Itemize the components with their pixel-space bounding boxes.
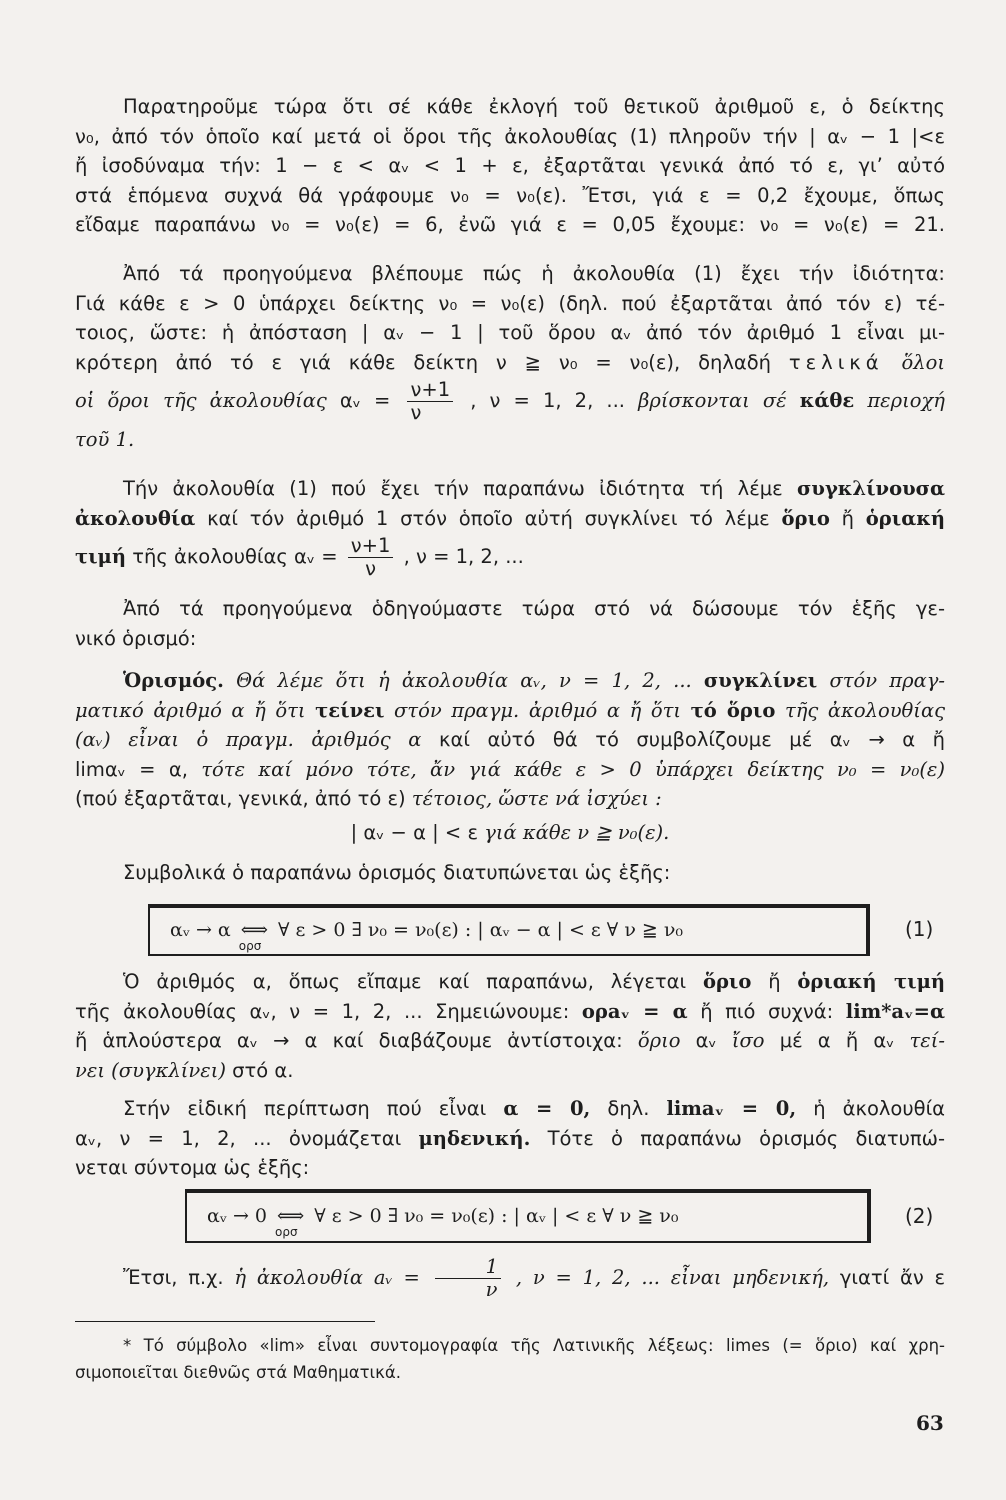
bold-text: ὅριο — [702, 970, 752, 993]
italic-text: βρίσκονται σέ — [638, 389, 787, 412]
italic-text: γιά κάθε ν ≧ ν₀(ε). — [484, 820, 670, 844]
italic-text: οἱ ὅροι τῆς ἀκολουθίας — [75, 389, 327, 412]
text-segment: Ὁ ἀριθμός α, ὅπως εἴπαμε καί παραπάνω, λέγεται — [123, 970, 687, 993]
fraction-denominator: ν — [485, 1278, 498, 1301]
arrow-symbol: ⟺ — [277, 1205, 305, 1227]
fraction-numerator: ν+1 — [348, 535, 394, 558]
bold-text: τείνει — [315, 698, 385, 722]
bold-text: α = 0, — [503, 1097, 591, 1120]
text-line — [75, 1056, 945, 1086]
italic-text: στόν πραγμ. ἀριθμό α ἤ ὅτι — [394, 698, 682, 722]
italic-text: στόν πραγ- — [829, 669, 946, 692]
italic-text: , ν = 1, 2, ... εἶναι μηδενική, — [515, 1266, 830, 1289]
italic-text: τῆς ἀκολουθίας — [784, 698, 946, 722]
footnote — [75, 1332, 945, 1386]
text-line: ἤ ἰσοδύναμα τήν: 1 − ε < αᵥ < 1 + ε, ἐξαρτᾶται γενικά ἀπό τό ε, γι’ αὐτό — [75, 154, 945, 177]
text-line — [75, 348, 945, 378]
paragraph-3 — [75, 474, 945, 581]
text-segment: , ν = 1, 2, ... — [403, 545, 524, 568]
formula-rhs: ∀ ε > 0 ∃ ν₀ = ν₀(ε) : | αᵥ | < ε ∀ ν ≧ ν₀ — [314, 1205, 679, 1227]
text-line: τοιος, ὥστε: ἡ ἀπόσταση | αᵥ − 1 | τοῦ ὅρου αᵥ ἀπό τόν ἀριθμό 1 εἶναι μι- — [75, 321, 945, 344]
text-line — [75, 474, 945, 504]
text-line: ν₀, ἀπό τόν ὁποῖο καί μετά οἱ ὅροι τῆς ἀκολουθίας (1) πληροῦν τήν | αᵥ − 1 |<ε — [75, 124, 945, 148]
text-line: νικό ὁρισμό: — [75, 626, 197, 650]
text-segment: τῆς ἀκολουθίας αᵥ = — [132, 545, 338, 568]
paragraph-4 — [75, 594, 945, 653]
italic-text: (αᵥ) εἶναι ὁ πραγμ. ἀριθμός α — [75, 728, 422, 751]
text-line: στά ἑπόμενα συχνά θά γράφουμε ν₀ = ν₀(ε). Ἔτσι, γιά ε = 0,2 ἔχουμε, ὅπως — [75, 183, 945, 207]
bold-text: ορaᵥ = α — [581, 999, 688, 1023]
formula-lhs: αᵥ → α — [170, 919, 231, 941]
text-line — [75, 784, 945, 814]
bold-text: συγκλίνει — [703, 669, 818, 692]
text-segment: καί τόν ἀριθμό 1 στόν ὁποῖο αὐτή συγκλίνει τό λέμε — [207, 506, 770, 530]
text-line — [75, 1094, 945, 1124]
text-line: εἴδαμε παραπάνω ν₀ = ν₀(ε) = 6, ἐνῶ γιά ε = 0,05 ἔχουμε: ν₀ = ν₀(ε) = 21. — [75, 213, 945, 236]
paragraph-6 — [75, 967, 945, 1085]
italic-text: νει (συγκλίνει) — [75, 1058, 226, 1082]
definition-block — [75, 666, 945, 847]
italic-text: ἡ ἀκολουθία aᵥ = — [234, 1266, 420, 1289]
sequence-term: αᵥ = — [339, 389, 391, 412]
arrow-symbol: ⟺ — [240, 919, 268, 941]
text-segment: στό α. — [232, 1058, 294, 1082]
text-line: Γιά κάθε ε > 0 ὑπάρχει δείκτης ν₀ = ν₀(ε) (δηλ. πού ἐξαρτᾶται ἀπό τόν ε) τέ- — [75, 291, 945, 315]
text-segment: Τότε ὁ παραπάνω ὁρισμός διατυπώ- — [547, 1126, 945, 1150]
paragraph-7 — [75, 1094, 945, 1183]
equivalence-arrow — [275, 1205, 305, 1239]
paragraph-8 — [75, 1254, 945, 1302]
text-line — [75, 1124, 945, 1154]
bold-text: τό ὅριο — [690, 698, 776, 722]
text-segment: κρότερη ἀπό τό ε γιά κάθε δείκτη ν ≧ ν₀ = ν₀(ε), δηλαδή — [75, 350, 772, 374]
fraction — [435, 1256, 501, 1301]
text-line — [75, 696, 945, 726]
text-segment: αᵥ — [695, 1029, 717, 1052]
text-line — [75, 504, 945, 534]
bold-text: ἀκολουθία — [75, 506, 196, 530]
footnote-rule — [75, 1321, 375, 1322]
bold-text: μηδενική. — [418, 1126, 531, 1150]
bold-text: τιμή — [75, 545, 127, 568]
formula-rhs: ∀ ε > 0 ∃ ν₀ = ν₀(ε) : | αᵥ − α | < ε ∀ ν ≧ ν₀ — [278, 919, 684, 941]
fraction-numerator: 1 — [435, 1256, 501, 1279]
italic-text: περιοχή — [867, 389, 945, 412]
text-segment: γιατί ἄν ε — [839, 1266, 946, 1289]
paragraph-1 — [75, 92, 945, 240]
text-segment: τῆς ἀκολουθίας αᵥ, ν = 1, 2, ... Σημειώνουμε: — [75, 999, 570, 1023]
text-line — [75, 1254, 945, 1302]
bold-text: ὅριο — [781, 506, 830, 530]
bold-text: limaᵥ = 0, — [666, 1097, 797, 1120]
formula-box-2 — [185, 1189, 871, 1243]
equation-number: (2) — [905, 1204, 934, 1228]
text-segment: Στήν εἰδική περίπτωση πού εἶναι — [123, 1097, 487, 1120]
formula-box-1 — [148, 904, 870, 956]
text-segment: Τήν ἀκολουθία (1) πού ἔχει τήν παραπάνω ἰδιότητα τή λέμε — [123, 477, 783, 500]
italic-text: τότε καί μόνο τότε, ἄν γιά κάθε ε > 0 ὑπάρχει δείκτης ν₀ = ν₀(ε) — [201, 757, 945, 781]
text-line — [75, 377, 945, 425]
text-segment: limαᵥ = α, — [75, 757, 188, 781]
fraction-denominator: ν — [365, 557, 377, 580]
italic-text: τοῦ 1. — [75, 428, 135, 451]
fraction — [407, 379, 453, 424]
equation-number: (1) — [905, 917, 934, 941]
text-line — [75, 967, 945, 997]
emphasis-spaced: τελικά — [788, 350, 884, 374]
definition-label: Ὁρισμός. — [123, 669, 224, 692]
text-line: Ἀπό τά προηγούμενα ὁδηγούμαστε τώρα στό νά δώσουμε τόν ἑξῆς γε- — [123, 597, 945, 620]
text-line — [75, 755, 945, 785]
fraction-denominator: ν — [410, 401, 422, 424]
text-line — [75, 997, 945, 1027]
fraction-numerator: ν+1 — [407, 379, 453, 402]
bold-text: κάθε — [799, 389, 855, 412]
text-line: νεται σύντομα ὡς ἑξῆς: — [75, 1156, 310, 1179]
bold-text: συγκλίνουσα — [797, 477, 945, 500]
italic-text: τεί- — [909, 1029, 945, 1052]
text-segment: , ν = 1, 2, ... — [470, 389, 625, 412]
text-segment: ἤ πιό συχνά: — [700, 999, 834, 1023]
text-line — [75, 1026, 945, 1056]
italic-text: ὅριο — [637, 1029, 681, 1052]
text-line: Ἀπό τά προηγούμενα βλέπουμε πώς ἡ ἀκολουθία (1) ἔχει τήν ἰδιότητα: — [123, 262, 945, 285]
italic-text: ἴσο — [731, 1029, 765, 1052]
text-segment: μέ α ἤ αᵥ — [779, 1029, 895, 1052]
text-segment: (πού ἐξαρτᾶται, γενικά, ἀπό τό ε) — [75, 787, 406, 810]
text-segment: δηλ. — [607, 1097, 650, 1120]
bold-text: lim*aᵥ=α — [845, 999, 945, 1023]
italic-text: ματικό ἀριθμό α ἤ ὅτι — [75, 698, 306, 722]
text-line: Παρατηροῦμε τώρα ὅτι σέ κάθε ἐκλογή τοῦ θετικοῦ ἀριθμοῦ ε, ὁ δείκτης — [123, 95, 945, 118]
text-segment: ἤ — [768, 970, 781, 993]
text-line: Συμβολικά ὁ παραπάνω ὁρισμός διατυπώνεται ὡς ἑξῆς: — [123, 861, 671, 884]
text-segment: καί αὐτό θά τό συμβολίζουμε μέ αᵥ → α ἤ — [439, 728, 946, 751]
paragraph-2 — [75, 259, 945, 455]
text-line — [75, 666, 945, 696]
bold-text: ὁριακή τιμή — [797, 970, 946, 993]
text-segment: ἡ ἀκολουθία — [813, 1097, 946, 1120]
text-segment: Ἔτσι, π.χ. — [123, 1266, 224, 1289]
equivalence-arrow — [238, 919, 268, 953]
italic-text: Θά λέμε ὅτι ἡ ἀκολουθία αᵥ, ν = 1, 2, ... — [236, 669, 692, 692]
formula-lhs: αᵥ → 0 — [207, 1205, 267, 1227]
page-number: 63 — [916, 1411, 944, 1435]
bold-text: ὁριακή — [865, 506, 946, 530]
text-segment: | αᵥ − α | < ε — [350, 820, 478, 844]
arrow-subscript: ορσ — [275, 1225, 298, 1239]
text-segment: ἤ — [841, 506, 855, 530]
text-line — [75, 425, 945, 455]
definition-inequality — [75, 818, 945, 848]
arrow-subscript: ορσ — [238, 939, 262, 953]
text-line — [75, 725, 945, 755]
text-line — [75, 533, 945, 581]
text-segment: ἤ ἁπλούστερα αᵥ → α καί διαβάζουμε ἀντίστοιχα: — [75, 1029, 623, 1052]
italic-text: ὅλοι — [901, 350, 945, 374]
paragraph-5 — [75, 858, 945, 888]
text-segment: αᵥ, ν = 1, 2, ... ὀνομάζεται — [75, 1126, 402, 1150]
footnote-line: σιμοποιεῖται διεθνῶς στά Μαθηματικά. — [75, 1363, 401, 1382]
fraction — [348, 535, 394, 580]
italic-text: τέτοιος, ὥστε νά ἰσχύει : — [411, 787, 662, 810]
footnote-line: * Τό σύμβολο «lim» εἶναι συντομογραφία τῆς Λατινικῆς λέξεως: limes (= ὅριο) καί χρη- — [123, 1336, 945, 1355]
